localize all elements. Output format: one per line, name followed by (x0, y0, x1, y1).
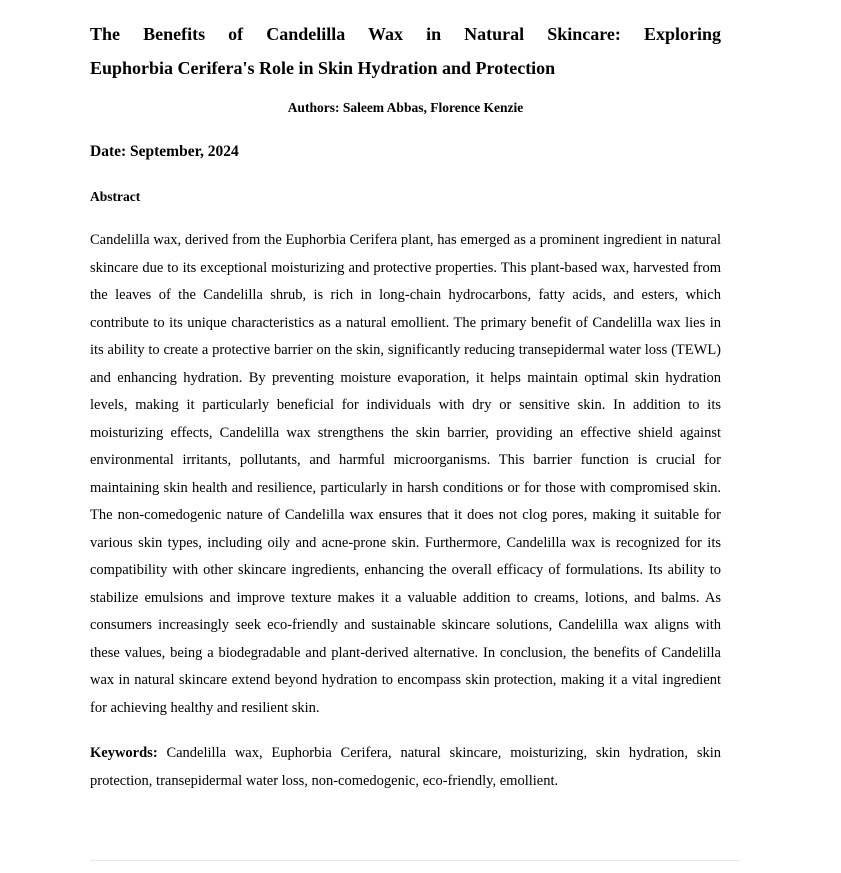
keywords-paragraph (90, 740, 721, 795)
paper-title-line-2: Euphorbia Cerifera's Role in Skin Hydration and Protection (90, 58, 556, 78)
abstract-paragraph: Candelilla wax, derived from the Euphorbia Cerifera plant, has emerged as a prominent ingredient in natural skincare due to its exceptional moisturizing and protective properties. This plant-based wax, harvested from the leaves of the Candelilla shrub, is rich in long-chain hydrocarbons, fatty acids, and esters, which contribute to its unique characteristics as a natural emollient. The primary benefit of Candelilla wax lies in its ability to create a protective barrier on the skin, significantly reducing transepidermal water loss (TEWL) and enhancing hydration. By preventing moisture evaporation, it helps maintain optimal skin hydration levels, making it particularly beneficial for individuals with dry or sensitive skin. In addition to its moisturizing effects, Candelilla wax strengthens the skin barrier, providing an effective shield against environmental irritants, pollutants, and harmful microorganisms. This barrier function is crucial for maintaining skin health and resilience, particularly in harsh conditions or for those with compromised skin. The non-comedogenic nature of Candelilla wax ensures that it does not clog pores, making it suitable for various skin types, including oily and acne-prone skin. Furthermore, Candelilla wax is recognized for its compatibility with other skincare ingredients, enhancing the overall efficacy of formulations. Its ability to stabilize emulsions and improve texture makes it a valuable addition to creams, lotions, and balms. As consumers increasingly seek eco-friendly and sustainable skincare solutions, Candelilla wax aligns with these values, being a biodegradable and plant-derived alternative. In conclusion, the benefits of Candelilla wax in natural skincare extend beyond hydration to encompass skin protection, making it a vital ingredient for achieving healthy and resilient skin. (90, 232, 721, 716)
authors-line: Authors: Saleem Abbas, Florence Kenzie (287, 100, 524, 115)
keywords-text: Candelilla wax, Euphorbia Cerifera, natural skincare, moisturizing, skin hydration, skin protection, transepidermal water loss, non-comedogenic, eco-friendly, emollient. (90, 745, 721, 789)
section-divider (90, 860, 740, 861)
date-line: Date: September, 2024 (90, 143, 239, 160)
paper-title-line-1: The Benefits of Candelilla Wax in Natural Skincare: Exploring (90, 24, 721, 44)
keywords-label: Keywords: (90, 745, 158, 761)
abstract-heading: Abstract (90, 189, 141, 204)
paper-title (90, 17, 721, 85)
document-content (90, 0, 721, 795)
